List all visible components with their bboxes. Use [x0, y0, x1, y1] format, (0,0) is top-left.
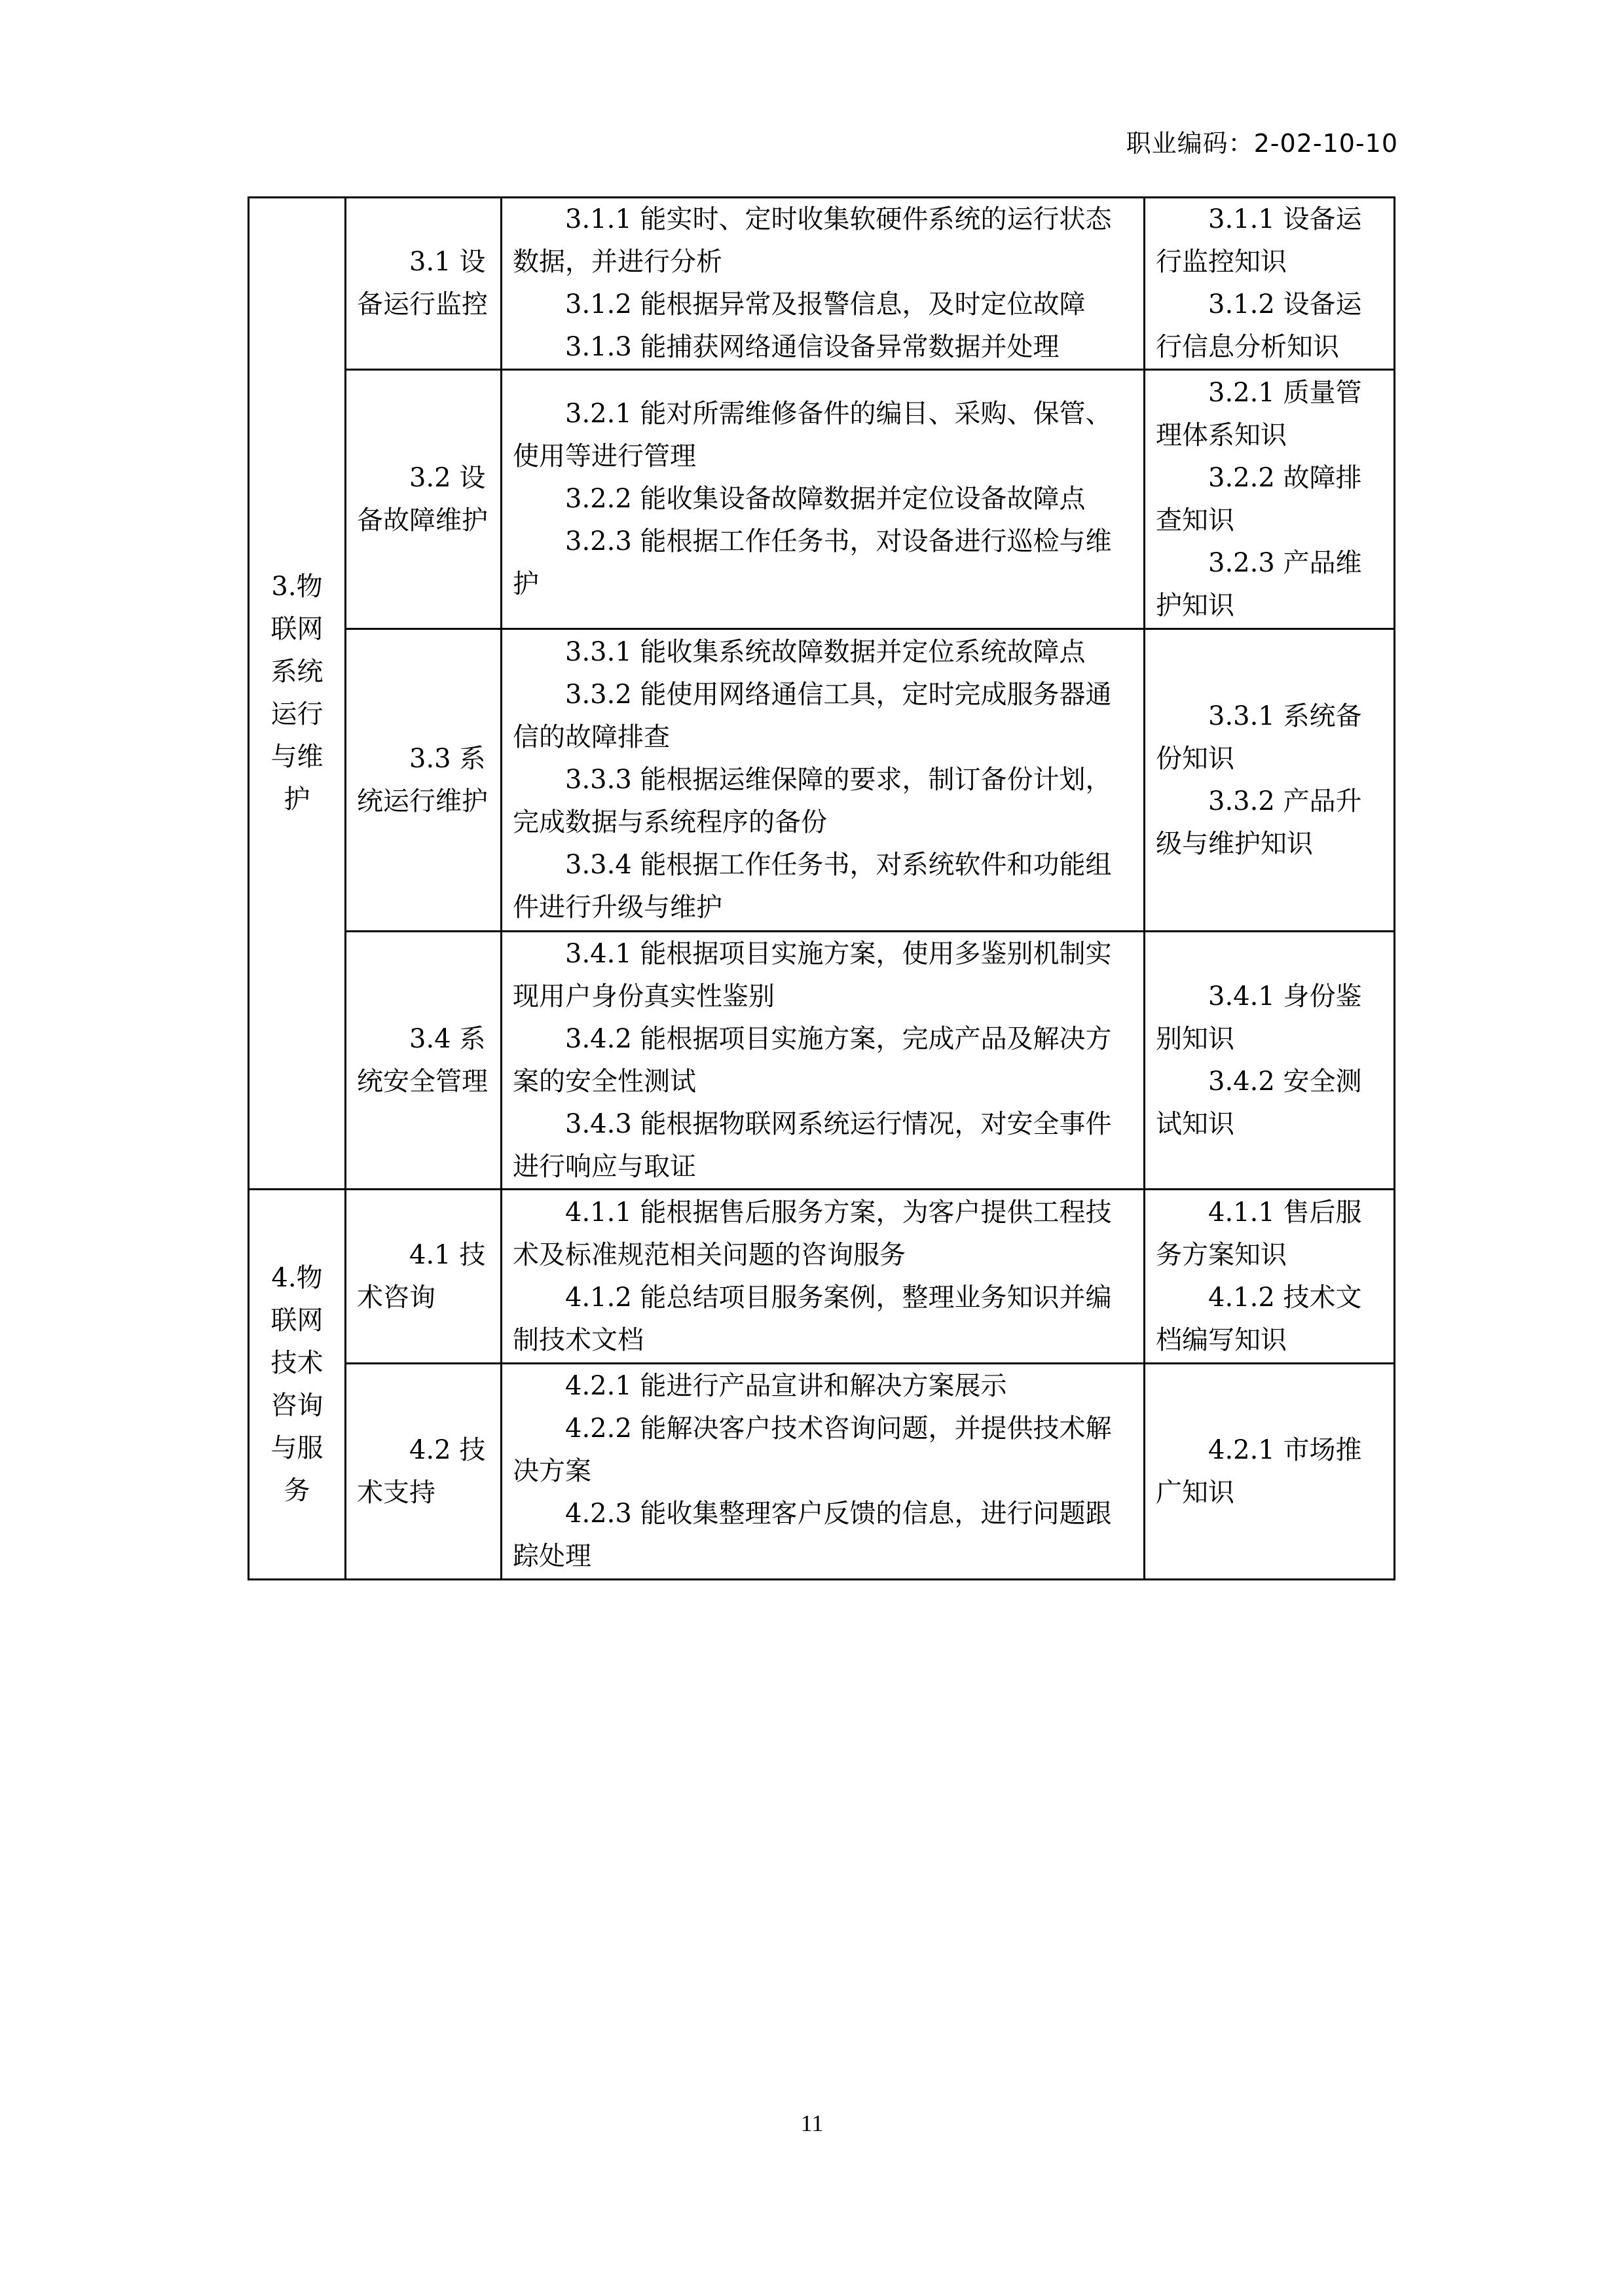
skill-requirements-cell [502, 1364, 1145, 1580]
skill-requirements-cell [502, 1190, 1145, 1364]
skill-requirements-cell [502, 198, 1145, 370]
page-number: 11 [800, 2110, 824, 2136]
table-row [249, 1364, 1395, 1580]
skill-item: 3.1.2 能根据异常及报警信息，及时定位故障 [565, 289, 1086, 319]
skill-item: 4.2.3 能收集整理客户反馈的信息，进行问题跟踪处理 [513, 1499, 1112, 1571]
skill-item: 4.2.2 能解决客户技术咨询问题，并提供技术解决方案 [513, 1413, 1112, 1486]
skill-item: 3.3.3 能根据运维保障的要求，制订备份计划，完成数据与系统程序的备份 [513, 765, 1112, 837]
skill-item: 3.3.2 能使用网络通信工具，定时完成服务器通信的故障排查 [513, 680, 1112, 752]
knowledge-item: 3.3.1 系统备份知识 [1156, 701, 1362, 774]
knowledge-cell [1145, 629, 1395, 932]
work-item-cell: 3.1 设备运行监控 [346, 198, 502, 370]
work-item-cell: 4.2 技术支持 [346, 1364, 502, 1580]
knowledge-cell [1145, 370, 1395, 629]
knowledge-item: 4.2.1 市场推广知识 [1156, 1434, 1362, 1508]
skill-item: 4.1.2 能总结项目服务案例，整理业务知识并编制技术文档 [513, 1282, 1112, 1355]
occupation-code: 职业编码：2-02-10-10 [1126, 129, 1398, 158]
knowledge-cell [1145, 198, 1395, 370]
knowledge-item: 3.2.3 产品维护知识 [1156, 547, 1362, 621]
skill-item: 3.4.1 能根据项目实施方案，使用多鉴别机制实现用户身份真实性鉴别 [513, 938, 1112, 1011]
work-item-cell: 3.2 设备故障维护 [346, 370, 502, 629]
skill-item: 3.2.1 能对所需维修备件的编目、采购、保管、使用等进行管理 [513, 399, 1112, 471]
skill-item: 3.1.3 能捕获网络通信设备异常数据并处理 [565, 332, 1060, 362]
skill-item: 3.3.4 能根据工作任务书，对系统软件和功能组件进行升级与维护 [513, 850, 1112, 922]
knowledge-cell [1145, 1364, 1395, 1580]
table-row [249, 932, 1395, 1190]
skill-item: 3.4.3 能根据物联网系统运行情况，对安全事件进行响应与取证 [513, 1108, 1112, 1182]
skill-item: 4.2.1 能进行产品宣讲和解决方案展示 [565, 1371, 1007, 1401]
knowledge-item: 3.4.1 身份鉴别知识 [1156, 981, 1362, 1054]
knowledge-cell [1145, 1190, 1395, 1364]
table-row [249, 370, 1395, 629]
function-cell: 3.物联网系统运行与维护 [249, 198, 346, 1190]
knowledge-item: 3.3.2 产品升级与维护知识 [1156, 786, 1362, 859]
knowledge-item: 4.1.1 售后服务方案知识 [1156, 1197, 1362, 1270]
knowledge-item: 3.4.2 安全测试知识 [1156, 1066, 1362, 1139]
skill-item: 3.3.1 能收集系统故障数据并定位系统故障点 [565, 637, 1086, 667]
table-row [249, 1190, 1395, 1364]
work-item-cell: 3.4 系统安全管理 [346, 932, 502, 1190]
skill-requirements-cell [502, 932, 1145, 1190]
function-cell: 4.物联网技术咨询与服务 [249, 1190, 346, 1580]
skill-item: 4.1.1 能根据售后服务方案，为客户提供工程技术及标准规范相关问题的咨询服务 [513, 1197, 1112, 1270]
knowledge-item: 3.1.1 设备运行监控知识 [1156, 204, 1362, 277]
knowledge-cell [1145, 932, 1395, 1190]
skill-item: 3.2.2 能收集设备故障数据并定位设备故障点 [565, 484, 1086, 514]
skill-requirements-table [248, 196, 1395, 1580]
knowledge-item: 4.1.2 技术文档编写知识 [1156, 1282, 1362, 1355]
table-row [249, 629, 1395, 932]
skill-requirements-cell [502, 370, 1145, 629]
skill-requirements-cell [502, 629, 1145, 932]
skill-item: 3.4.2 能根据项目实施方案，完成产品及解决方案的安全性测试 [513, 1023, 1112, 1097]
work-item-cell: 4.1 技术咨询 [346, 1190, 502, 1364]
knowledge-item: 3.1.2 设备运行信息分析知识 [1156, 289, 1362, 362]
knowledge-item: 3.2.1 质量管理体系知识 [1156, 377, 1362, 450]
work-item-cell: 3.3 系统运行维护 [346, 629, 502, 932]
skill-item: 3.1.1 能实时、定时收集软硬件系统的运行状态数据，并进行分析 [513, 204, 1112, 277]
knowledge-item: 3.2.2 故障排查知识 [1156, 462, 1362, 536]
skill-item: 3.2.3 能根据工作任务书，对设备进行巡检与维护 [513, 526, 1112, 599]
table-row [249, 198, 1395, 370]
